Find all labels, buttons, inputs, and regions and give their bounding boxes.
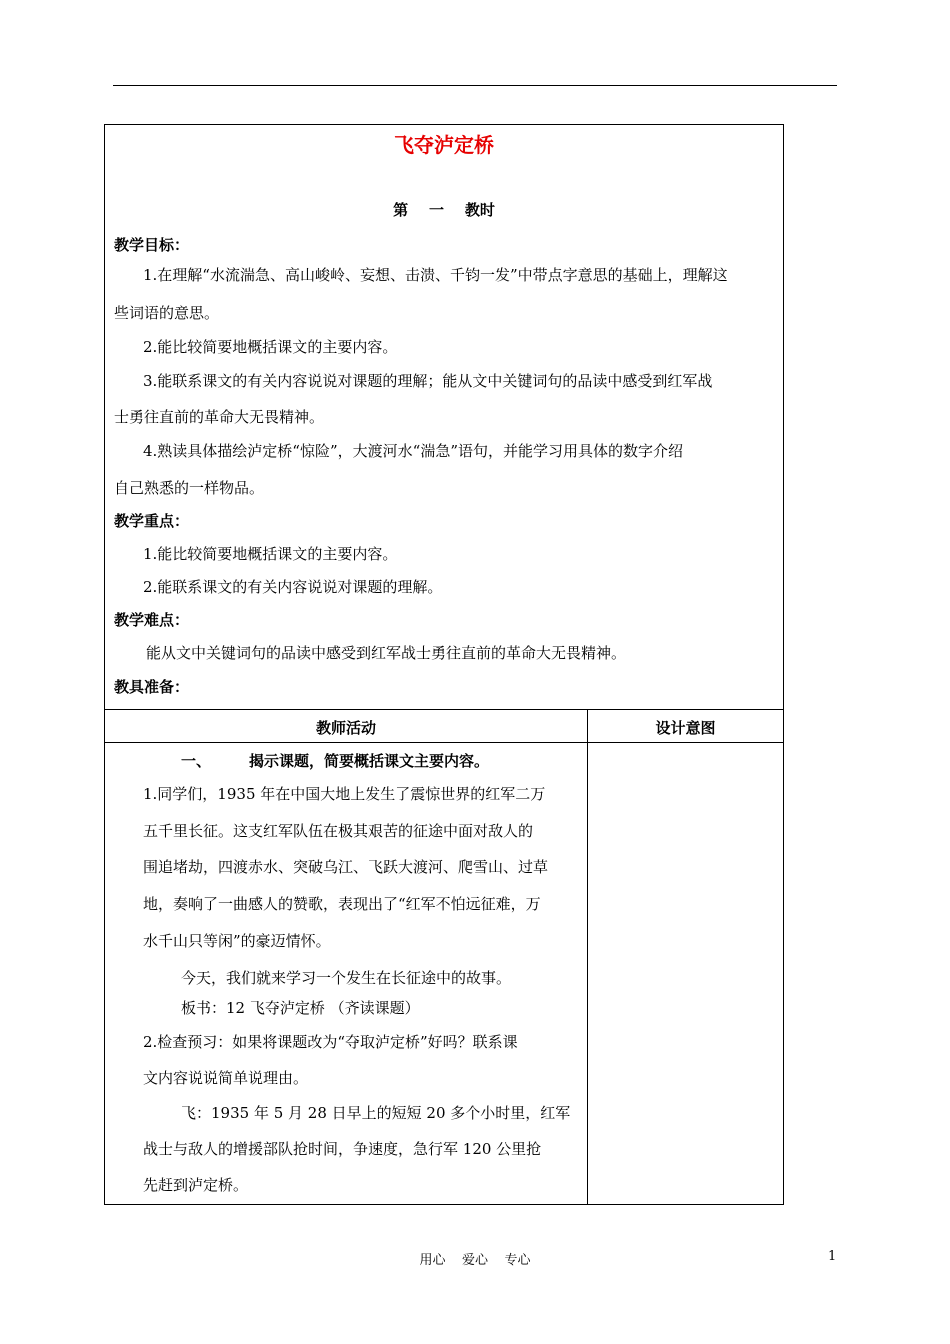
difficulty-line: 能从文中关键词句的品读中感受到红军战士勇往直前的革命大无畏精神。 [146, 644, 627, 662]
activity-line: 飞：1935 年 5 月 28 日早上的短短 20 多个小时里，红军 [181, 1104, 571, 1122]
activity-line: 水千山只等闲”的豪迈情怀。 [143, 932, 331, 950]
activity-line: 板书：12 飞夺泸定桥 （齐读课题） [181, 999, 420, 1017]
page-number: 1 [828, 1249, 837, 1264]
header-rule [113, 85, 837, 86]
key-points-heading: 教学重点： [114, 512, 190, 530]
objectives-heading: 教学目标： [114, 236, 190, 254]
design-intent-header: 设计意图 [655, 719, 716, 737]
activity-line: 今天，我们就来学习一个发生在长征途中的故事。 [181, 969, 512, 987]
activity-line: 先赶到泸定桥。 [143, 1176, 249, 1194]
activity-line: 围追堵劫，四渡赤水、突破乌江、飞跃大渡河、爬雪山、过草 [143, 858, 549, 876]
objective-line: 4.熟读具体描绘泸定桥“惊险”，大渡河水“湍急”语句，并能学习用具体的数字介绍 [143, 442, 683, 460]
objective-line: 1.在理解“水流湍急、高山峻岭、妄想、击溃、千钧一发”中带点字意思的基础上，理解这 [143, 266, 728, 284]
lesson-overview [105, 125, 783, 709]
key-point-line: 2.能联系课文的有关内容说说对课题的理解。 [143, 578, 443, 596]
table-divider [105, 742, 783, 743]
objective-line: 2.能比较简要地概括课文的主要内容。 [143, 338, 398, 356]
activity-line: 五千里长征。这支红军队伍在极其艰苦的征途中面对敌人的 [143, 822, 534, 840]
column-divider [587, 709, 588, 1204]
difficulty-heading: 教学难点： [114, 611, 190, 629]
table-divider [105, 709, 783, 710]
objective-line: 士勇往直前的革命大无畏精神。 [114, 408, 325, 426]
objective-line: 自己熟悉的一样物品。 [114, 479, 265, 497]
activity-line: 2.检查预习：如果将课题改为“夺取泸定桥”好吗？联系课 [143, 1033, 518, 1051]
activity-line: 地，奏响了一曲感人的赞歌，表现出了“红军不怕远征难，万 [143, 895, 541, 913]
lesson-plan-table [104, 124, 784, 1205]
footer-text: 用心 爱心 专心 [419, 1253, 531, 1268]
activity-line: 1.同学们，1935 年在中国大地上发生了震惊世界的红军二万 [143, 785, 546, 803]
activity-line: 文内容说说简单说理由。 [143, 1069, 309, 1087]
teacher-activity-header: 教师活动 [315, 719, 376, 737]
materials-heading: 教具准备： [114, 678, 190, 696]
key-point-line: 1.能比较简要地概括课文的主要内容。 [143, 545, 398, 563]
objective-line: 些词语的意思。 [114, 304, 220, 322]
activity-line: 战士与敌人的增援部队抢时间，争速度，急行军 120 公里抢 [143, 1140, 542, 1158]
section-number: 一、 [181, 752, 212, 770]
page-title: 飞夺泸定桥 [394, 133, 494, 157]
objective-line: 3.能联系课文的有关内容说说对课题的理解；能从文中关键词句的品读中感受到红军战 [143, 372, 713, 390]
lesson-period: 第 一 教时 [393, 201, 495, 219]
section-title: 揭示课题，简要概括课文主要内容。 [249, 752, 490, 770]
